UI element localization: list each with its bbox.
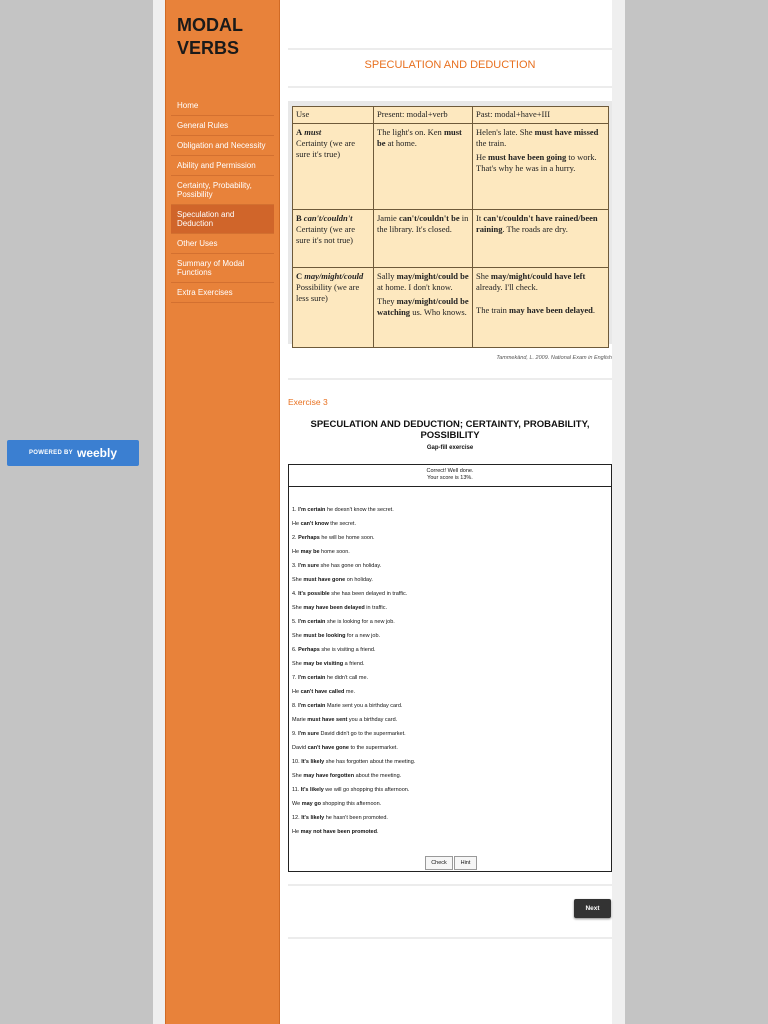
text: Jamie xyxy=(377,213,399,223)
exercise-frame xyxy=(288,464,612,872)
exercise-line xyxy=(292,619,608,633)
exercise-lines xyxy=(292,507,608,843)
bold-text: may not have been promoted xyxy=(300,829,377,835)
bold-text: can't/couldn't have rained/been raining xyxy=(476,213,598,234)
grammar-table-image xyxy=(288,101,612,344)
table-row xyxy=(293,210,609,268)
text: on holiday. xyxy=(345,577,373,583)
text: the train. xyxy=(476,138,507,148)
divider xyxy=(288,378,612,380)
bold-text: I'm sure xyxy=(298,731,319,737)
table-row xyxy=(293,268,609,348)
text: 9. xyxy=(292,731,299,737)
exercise-line xyxy=(292,535,608,549)
nav-item-speculation[interactable]: Speculation and Deduction xyxy=(171,205,274,234)
table-text xyxy=(476,152,605,174)
text: for a new job. xyxy=(345,633,381,639)
text: in the library. It's closed. xyxy=(377,213,469,234)
bold-text: I'm certain xyxy=(298,507,326,513)
exercise-line xyxy=(292,507,608,521)
table-text xyxy=(476,271,605,293)
text: he hasn't been promoted. xyxy=(324,815,388,821)
text: me. xyxy=(344,689,356,695)
exercise-line xyxy=(292,689,608,703)
text: David didn't go to the supermarket. xyxy=(319,731,406,737)
text: shopping this afternoon. xyxy=(320,801,382,807)
page-gutter-left xyxy=(153,0,165,1024)
text: They xyxy=(377,296,397,306)
text: 12. xyxy=(292,815,302,821)
bold-text: may have forgotten xyxy=(303,773,355,779)
text: already. I'll check. xyxy=(476,282,538,292)
table-header-use: Use xyxy=(293,107,374,124)
nav-item-obligation[interactable]: Obligation and Necessity xyxy=(171,136,274,156)
text: us. Who knows. xyxy=(410,307,467,317)
text: Marie xyxy=(292,717,308,723)
powered-by-text: POWERED BY xyxy=(28,450,73,456)
text: she is looking for a new job. xyxy=(325,619,395,625)
text: you a birthday card. xyxy=(347,717,398,723)
exercise-subtitle: Gap-fill exercise xyxy=(426,445,474,451)
text: She xyxy=(292,661,304,667)
text: he will be home soon. xyxy=(319,535,375,541)
grammar-table xyxy=(292,106,609,348)
table-cell-use: A must Certainty (we are sure it's true) xyxy=(293,124,374,210)
bold-text: may/might/could be xyxy=(396,271,469,281)
exercise-line xyxy=(292,563,608,577)
divider xyxy=(288,937,612,939)
text: She xyxy=(292,773,304,779)
text: 11. xyxy=(292,787,301,793)
bold-text: I'm certain xyxy=(298,675,326,681)
table-cell-past xyxy=(473,124,609,210)
text: in traffic. xyxy=(364,605,387,611)
exercise-line xyxy=(292,787,608,801)
bold-text: can't know xyxy=(300,521,329,527)
table-cell-past xyxy=(473,210,609,268)
bold-text: must be looking xyxy=(303,633,346,639)
bold-text: may/might/could be watching xyxy=(377,296,469,317)
text: she has forgotten about the meeting. xyxy=(324,759,416,765)
text: We xyxy=(292,801,302,807)
text: the secret. xyxy=(328,521,356,527)
powered-by-weebly-badge[interactable] xyxy=(7,440,139,466)
table-cell-present xyxy=(374,210,473,268)
text: She xyxy=(292,605,304,611)
nav-item-extra-exercises[interactable]: Extra Exercises xyxy=(171,283,274,303)
exercise-label: Exercise 3 xyxy=(288,397,328,407)
bold-text: may/might/could have left xyxy=(490,271,586,281)
exercise-line xyxy=(292,815,608,829)
feedback-message: Correct! Well done. Your score is 13%. xyxy=(289,465,611,487)
text: Sally xyxy=(377,271,397,281)
bold-text: It's possible xyxy=(298,591,330,597)
text: David xyxy=(292,745,308,751)
next-button[interactable]: Next xyxy=(574,899,611,918)
bold-text: may have been delayed xyxy=(509,305,593,315)
table-text xyxy=(377,271,469,293)
bold-text: must be xyxy=(377,127,462,148)
table-row xyxy=(293,124,609,210)
text: 5. xyxy=(292,619,299,625)
text: He xyxy=(292,549,301,555)
bold-text: may have been delayed xyxy=(303,605,365,611)
bold-text: may be visiting xyxy=(303,661,344,667)
text: 10. xyxy=(292,759,302,765)
exercise-line xyxy=(292,675,608,689)
table-cell-use: C may/might/could Possibility (we are less sure) xyxy=(293,268,374,348)
exercise-title: SPECULATION AND DEDUCTION; CERTAINTY, PROBABILITY, POSSIBILITY xyxy=(310,419,590,441)
text: 8. xyxy=(292,703,299,709)
bold-text: may be xyxy=(300,549,320,555)
table-source-caption: Tammekänd, L. 2009. National Exam in English xyxy=(496,355,612,361)
exercise-line xyxy=(292,731,608,745)
bold-text: I'm certain xyxy=(298,619,326,625)
text: home soon. xyxy=(319,549,350,555)
table-text xyxy=(476,127,605,149)
divider xyxy=(288,86,612,88)
text: to the supermarket. xyxy=(348,745,398,751)
text: Helen's late. She xyxy=(476,127,535,137)
text: 7. xyxy=(292,675,299,681)
bold-text: I'm sure xyxy=(298,563,319,569)
exercise-line xyxy=(292,829,608,843)
bold-text: can't/couldn't be xyxy=(398,213,460,223)
exercise-line xyxy=(292,605,608,619)
table-cell-use: B can't/couldn't Certainty (we are sure it's not true) xyxy=(293,210,374,268)
exercise-line xyxy=(292,703,608,717)
exercise-line xyxy=(292,745,608,759)
table-text xyxy=(476,305,605,316)
site-title-line2: VERBS xyxy=(177,38,240,58)
text: 4. xyxy=(292,591,299,597)
exercise-line xyxy=(292,661,608,675)
exercise-line xyxy=(292,577,608,591)
hint-button[interactable]: Hint xyxy=(454,856,477,870)
text: He xyxy=(292,829,301,835)
text: to work. That's why he was in a hurry. xyxy=(476,152,597,173)
nav-item-ability[interactable]: Ability and Permission xyxy=(171,156,274,176)
table-header-present: Present: modal+verb xyxy=(374,107,473,124)
divider xyxy=(288,48,612,50)
bold-text: must have been going xyxy=(488,152,567,162)
text: at home. xyxy=(385,138,417,148)
text: She xyxy=(292,577,304,583)
bold-text: can't have called xyxy=(300,689,345,695)
text: 6. xyxy=(292,647,299,653)
text: Marie sent you a birthday card. xyxy=(325,703,403,709)
text: about the meeting. xyxy=(354,773,402,779)
weebly-logo: weebly xyxy=(76,446,118,460)
exercise-line xyxy=(292,633,608,647)
bold-text: may go xyxy=(301,801,321,807)
nav-item-summary[interactable]: Summary of Modal Functions xyxy=(171,254,274,283)
table-cell-present xyxy=(374,124,473,210)
divider xyxy=(288,884,612,886)
bold-text: It's likely xyxy=(301,815,325,821)
text: . xyxy=(376,829,379,835)
text: It xyxy=(476,213,484,223)
bold-text: I'm certain xyxy=(298,703,326,709)
bold-text: must have sent xyxy=(307,717,348,723)
text: . xyxy=(592,305,595,315)
exercise-line xyxy=(292,801,608,815)
bold-text: can't have gone xyxy=(307,745,349,751)
table-cell-present xyxy=(374,268,473,348)
nav-item-other-uses[interactable]: Other Uses xyxy=(171,234,274,254)
exercise-line xyxy=(292,647,608,661)
sidebar xyxy=(165,0,280,1024)
text: a friend. xyxy=(343,661,365,667)
text: she is visiting a friend. xyxy=(319,647,376,653)
exercise-line xyxy=(292,591,608,605)
check-button[interactable]: Check xyxy=(425,856,453,870)
nav-item-certainty[interactable]: Certainty, Probability, Possibility xyxy=(171,176,274,205)
bold-text: must have gone xyxy=(303,577,346,583)
table-text xyxy=(377,296,469,318)
text: She xyxy=(476,271,491,281)
nav-menu xyxy=(171,96,274,303)
text: she has been delayed in traffic. xyxy=(329,591,408,597)
exercise-line xyxy=(292,549,608,563)
text: He xyxy=(292,689,301,695)
site-title[interactable] xyxy=(177,14,243,60)
table-text xyxy=(476,213,605,235)
exercise-line xyxy=(292,717,608,731)
bold-text: It's likely xyxy=(300,787,324,793)
text: we will go shopping this afternoon. xyxy=(323,787,410,793)
table-cell-past xyxy=(473,268,609,348)
nav-item-general-rules[interactable]: General Rules xyxy=(171,116,274,136)
bold-text: must have missed xyxy=(534,127,599,137)
text: The train xyxy=(476,305,510,315)
text: He xyxy=(476,152,489,162)
text: 1. xyxy=(292,507,299,513)
page-gutter-right xyxy=(612,0,625,1024)
page-heading: SPECULATION AND DEDUCTION xyxy=(364,59,536,71)
text: 2. xyxy=(292,535,299,541)
exercise-line xyxy=(292,773,608,787)
text: at home. I don't know. xyxy=(377,282,453,292)
text: She xyxy=(292,633,304,639)
nav-item-home[interactable]: Home xyxy=(171,96,274,116)
text: he didn't call me. xyxy=(325,675,369,681)
text: 3. xyxy=(292,563,299,569)
exercise-line xyxy=(292,759,608,773)
bold-text: It's likely xyxy=(301,759,325,765)
text: she has gone on holiday. xyxy=(319,563,382,569)
bold-text: Perhaps xyxy=(298,535,320,541)
table-header-past: Past: modal+have+III xyxy=(473,107,609,124)
site-title-line1: MODAL xyxy=(177,15,243,35)
text: The light's on. Ken xyxy=(377,127,444,137)
bold-text: Perhaps xyxy=(298,647,320,653)
text: . The roads are dry. xyxy=(502,224,568,234)
text: he doesn't know the secret. xyxy=(325,507,394,513)
table-text xyxy=(377,213,469,235)
exercise-line xyxy=(292,521,608,535)
text: He xyxy=(292,521,301,527)
table-text xyxy=(377,127,469,149)
